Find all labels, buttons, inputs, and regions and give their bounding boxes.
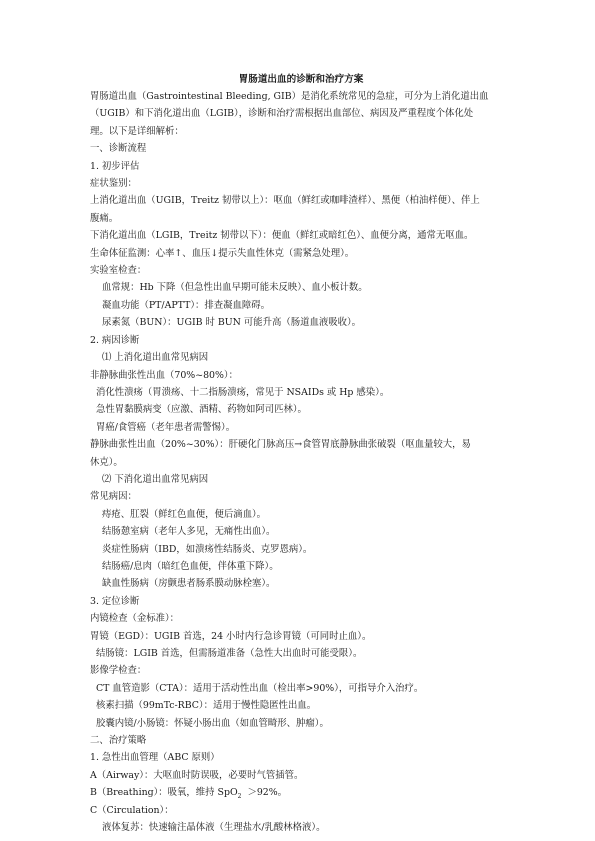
lab-item-coag: 凝血功能（PT/APTT）：排查凝血障碍。	[102, 299, 271, 311]
endoscopy-label: 内镜检查（金标准）：	[90, 613, 180, 625]
cause-item: 消化性溃疡（胃溃疡、十二指肠溃疡，常见于 NSAIDs 或 Hp 感染）。	[96, 386, 390, 398]
breathing-text: B（Breathing）：吸氧，维持 SpO	[90, 787, 238, 799]
intro-line: 胃肠道出血（Gastrointestinal Bleeding, GIB）是消化系统常见的急症，可分为上消化道出血	[90, 91, 489, 102]
symptom-label: 症状鉴别：	[90, 178, 137, 190]
subheading-initial-assessment: 1. 初步评估	[90, 160, 140, 172]
intro-line: （UGIB）和下消化道出血（LGIB），诊断和治疗需根据出血部位、病因及严重程度个体化处	[90, 108, 474, 120]
lab-item-cbc: 血常规：Hb 下降（但急性出血早期可能未反映）、血小板计数。	[102, 282, 368, 294]
colonoscopy-item: 结肠镜：LGIB 首选，但需肠道准备（急性大出血时可能受限）。	[96, 648, 363, 659]
spo2-subscript: 2	[237, 793, 242, 801]
cause-item: 缺血性肠病（房颤患者肠系膜动脉栓塞）。	[102, 578, 276, 590]
cause-item: 痔疮、肛裂（鲜红色血便，便后滴血）。	[102, 508, 267, 520]
ugib-causes-title: ⑴ 上消化道出血常见病因	[102, 352, 209, 364]
lgib-symptoms: 下消化道出血（LGIB，Treitz 韧带以下）：便血（鲜红或暗红色）、血便分离，通常无呕血。	[90, 230, 474, 242]
imaging-item-cta: CT 血管造影（CTA）：适用于活动性出血（检出率>90%），可指导介入治疗。	[96, 682, 424, 694]
vitals-monitoring: 生命体征监测：心率↑、血压↓提示失血性休克（需紧急处理）。	[90, 247, 355, 259]
cause-item: 胃癌/食管癌（老年患者需警惕）。	[96, 421, 236, 433]
lgib-causes-title: ⑵ 下消化道出血常见病因	[102, 473, 209, 485]
subheading-etiology: 2. 病因诊断	[90, 334, 140, 346]
subheading-acute-management: 1. 急性出血管理（ABC 原则）	[90, 752, 220, 764]
fluid-resuscitation: 液体复苏：快速输注晶体液（生理盐水/乳酸林格液）。	[102, 822, 326, 834]
variceal-line: 休克）。	[90, 456, 123, 468]
egd-item: 胃镜（EGD）：UGIB 首选，24 小时内行急诊胃镜（可同时止血）。	[90, 630, 372, 642]
cause-item: 急性胃黏膜病变（应激、酒精、药物如阿司匹林）。	[96, 404, 307, 416]
cause-item: 结肠憩室病（老年人多见，无痛性出血）。	[102, 526, 276, 538]
nonvariceal-label: 非静脉曲张性出血（70%~80%）：	[90, 369, 238, 381]
cause-item: 结肠癌/息肉（暗红色血便，伴体重下降）。	[102, 560, 279, 572]
ugib-symptoms: 腹痛。	[90, 212, 119, 224]
document-page	[90, 72, 512, 836]
section-heading-diagnosis: 一、诊断流程	[90, 143, 147, 155]
abc-breathing	[90, 784, 512, 801]
imaging-item-capsule: 胶囊内镜/小肠镜：怀疑小肠出血（如血管畸形、肿瘤）。	[96, 717, 329, 729]
imaging-item-scan: 核素扫描（99mTc-RBC）：适用于慢性隐匿性出血。	[96, 700, 317, 712]
lab-item-bun: 尿素氮（BUN）：UGIB 时 BUN 可能升高（肠道血液吸收）。	[102, 317, 362, 329]
common-causes-label: 常见病因：	[90, 491, 137, 503]
abc-airway: A（Airway）：大呕血时防误吸，必要时气管插管。	[90, 769, 304, 781]
abc-circulation: C（Circulation）：	[90, 804, 174, 816]
cause-item: 炎症性肠病（IBD，如溃疡性结肠炎、克罗恩病）。	[102, 543, 313, 555]
variceal-line: 静脉曲张性出血（20%~30%）：肝硬化门脉高压→食管胃底静脉曲张破裂（呕血量较大，易	[90, 439, 471, 451]
lab-label: 实验室检查：	[90, 265, 147, 277]
imaging-label: 影像学检查：	[90, 665, 147, 677]
document-title: 胃肠道出血的诊断和治疗方案	[238, 74, 364, 85]
section-heading-treatment: 二、治疗策略	[90, 735, 147, 747]
intro-line: 理。以下是详细解析：	[90, 125, 184, 137]
breathing-target: ＞92%。	[247, 787, 288, 799]
ugib-symptoms: 上消化道出血（UGIB，Treitz 韧带以上）：呕血（鲜红或咖啡渣样）、黑便（柏油样便）、伴上	[90, 195, 480, 207]
subheading-localization: 3. 定位诊断	[90, 595, 140, 607]
